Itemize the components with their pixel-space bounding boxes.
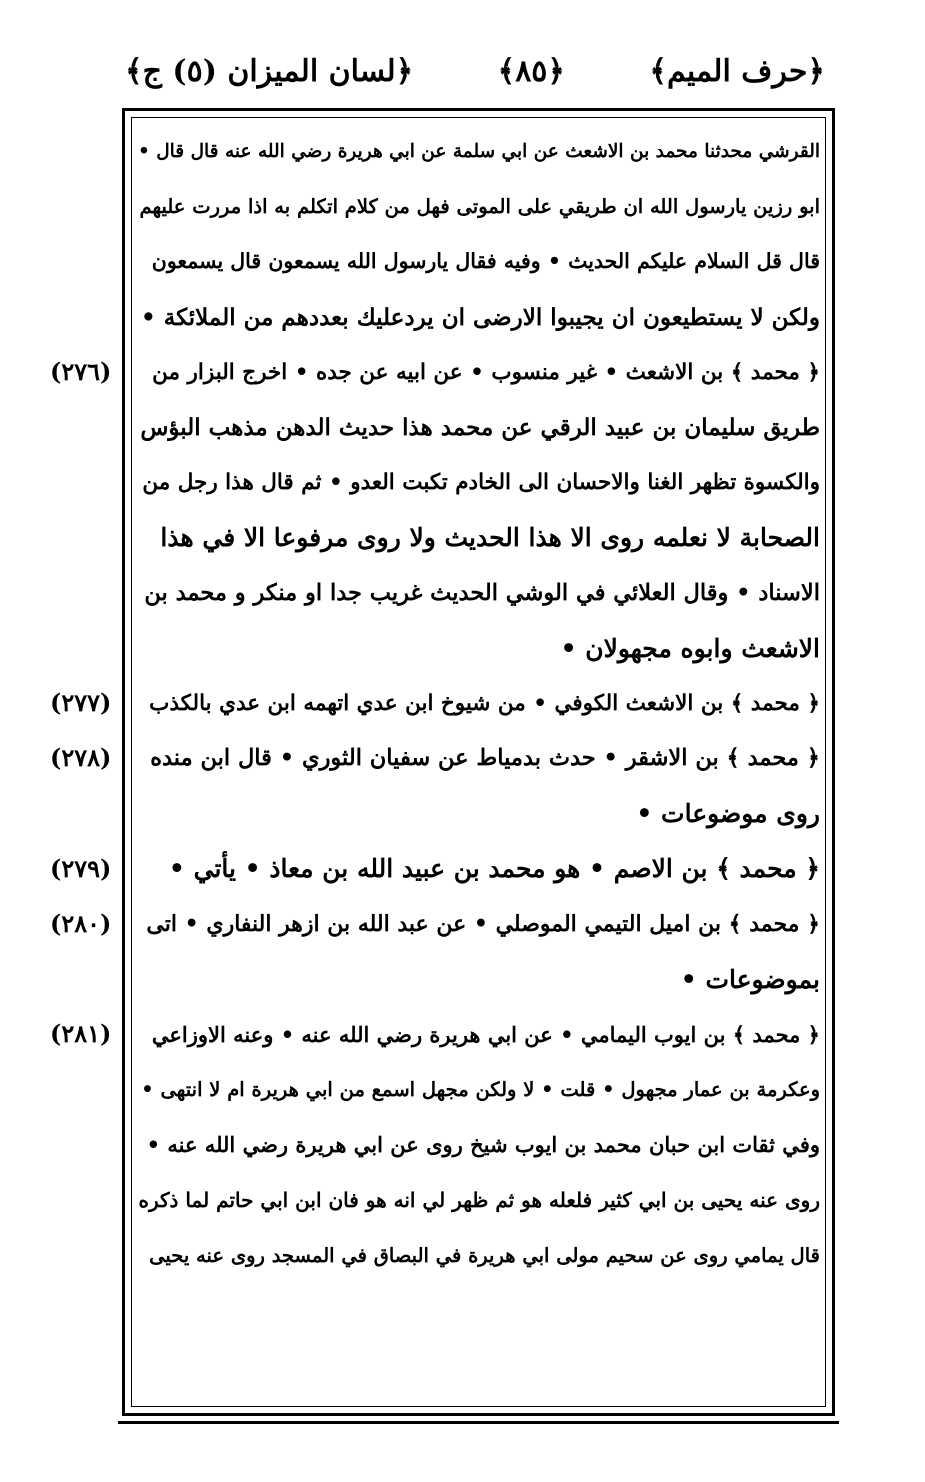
entry-number: (٢٧٦) [50,356,112,386]
text-line: ابو رزين يارسول الله ان طريقي على الموتى فهل من كلام اتكلم به اذا مررت عليهم [139,195,820,219]
text-line: الصحابة لا نعلمه روى الا هذا الحديث ولا روى مرفوعا الا في هذا [160,523,820,553]
text-line: روى موضوعات • [636,799,820,829]
text-line: ولكن لا يستطيعون ان يجيبوا الارضى ان يردعليك بعددهم من الملائكة • [141,303,820,331]
text-line: ﴿ محمد ﴾ بن الاشعث • غير منسوب • عن ابيه عن جده • اخرج البزار من [152,359,820,385]
text-line: ﴿ محمد ﴾ بن ايوب اليمامي • عن ابي هريرة رضي الله عنه • وعنه الاوزاعي [151,1022,820,1047]
page-number: ﴿٨٥﴾ [497,53,565,89]
entry-number: (٢٧٧) [50,688,112,717]
text-line: طريق سليمان بن عبيد الرقي عن محمد هذا حديث الدهن مذهب البؤس [140,413,820,441]
text-line: قال قل السلام عليكم الحديث • وفيه فقال يارسول الله يسمعون قال يسمعون [151,249,820,274]
text-line: الاشعث وابوه مجهولان • [560,633,820,663]
text-line: وفي ثقات ابن حبان محمد بن ايوب شيخ روى عن ابي هريرة رضي الله عنه • [146,1132,820,1158]
page-header [125,42,825,100]
entry-number: (٢٨٠) [50,908,112,938]
page-body-text [138,124,820,1283]
text-line: وعكرمة بن عمار مجهول • قلت • لا ولكن مجهل اسمع من ابي هريرة ام لا انتهى • [141,1078,820,1102]
book-title: ﴿لسان الميزان (٥) ج﴾ [125,53,414,89]
text-line: روى عنه يحيى بن ابي كثير فلعله هو ثم ظهر لي انه هو فان ابن ابي حاتم لما ذكره [138,1187,820,1212]
text-line: القرشي محدثنا محمد بن الاشعث عن ابي سلمة عن ابي هريرة رضي الله عنه قال قال • [138,141,820,162]
text-line: والكسوة تظهر الغنا والاحسان الى الخادم تكبت العدو • ثم قال هذا رجل من [142,470,820,496]
chapter-title: ﴿حرف الميم﴾ [649,53,825,89]
text-line: بموضوعات • [680,964,820,994]
text-line: الاسناد • وقال العلائي في الوشي الحديث غريب جدا او منكر و محمد بن [144,579,820,606]
entry-number: (٢٨١) [50,1019,112,1049]
text-line: ﴿ محمد ﴾ بن اميل التيمي الموصلي • عن عبد الله بن ازهر النفاري • اتى [146,910,820,937]
entry-number: (٢٧٩) [50,853,112,883]
bottom-rule [118,1421,839,1424]
entry-number: (٢٧٨) [50,743,112,773]
text-line: ﴿ محمد ﴾ بن الاشعث الكوفي • من شيوخ ابن عدي اتهمه ابن عدي بالكذب [149,690,820,716]
text-line: ﴿ محمد ﴾ بن الاصم • هو محمد بن عبيد الله بن معاذ • يأتي • [168,854,820,884]
text-line: ﴿ محمد ﴾ بن الاشقر • حدث بدمياط عن سفيان الثوري • قال ابن منده [150,745,820,772]
text-line: قال يمامي روى عن سحيم مولى ابي هريرة في البصاق في المسجد روى عنه يحيى [149,1243,820,1267]
